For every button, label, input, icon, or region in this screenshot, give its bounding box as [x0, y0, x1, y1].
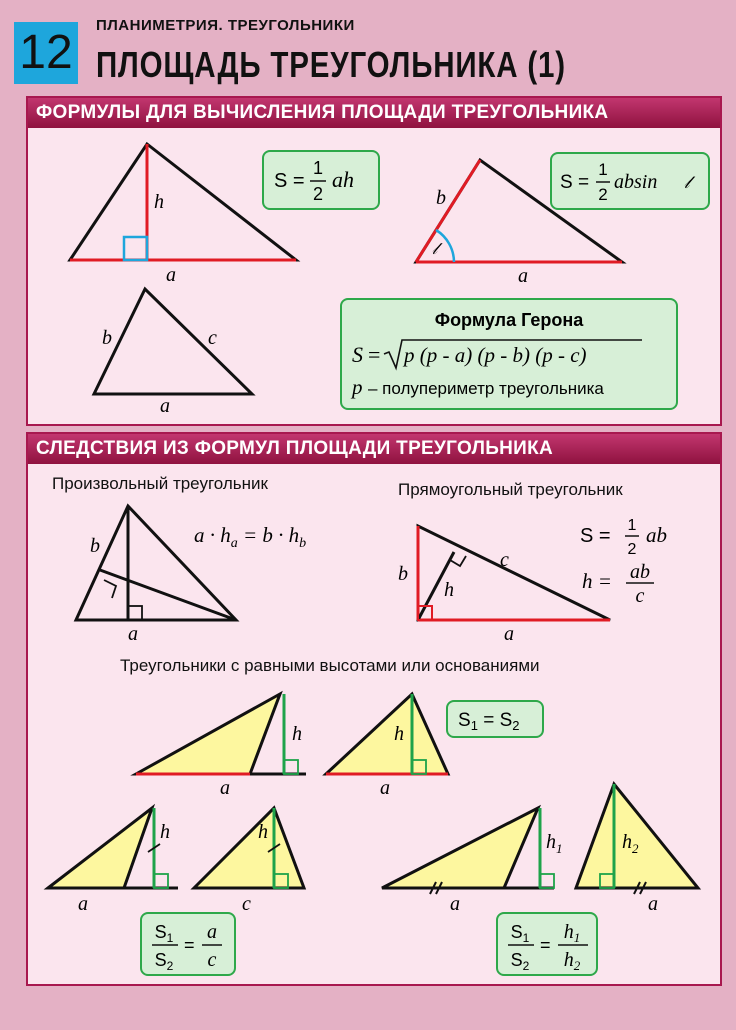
svg-text:S1 = S2: $S_1 = S_2$: [458, 710, 520, 733]
svg-text:b: b: [102, 327, 112, 349]
svg-text:a: a: [450, 893, 460, 914]
svg-text:h1: $h_1$: [563, 921, 581, 945]
page-number-badge: 12: [14, 22, 78, 84]
svg-text:ab: ab: [646, 523, 667, 547]
svg-text:p: p: [352, 375, 363, 399]
svg-text:=: =: [540, 935, 551, 955]
svg-text:a: a: [648, 893, 658, 914]
svg-text:a: a: [504, 623, 514, 644]
arbitrary-heights-formula: [194, 518, 364, 558]
formulas-ribbon: ФОРМУЛЫ ДЛЯ ВЫЧИСЛЕНИЯ ПЛОЩАДИ ТРЕУГОЛЬНИКА: [28, 98, 720, 128]
svg-text:a: a: [220, 777, 230, 798]
svg-text:c: c: [242, 893, 251, 914]
svg-text:S =: S =: [580, 525, 611, 547]
svg-text:a: a: [207, 921, 217, 943]
triangle-heron-diagram: [88, 284, 288, 414]
heron-formula-box: [340, 298, 678, 410]
equal-heights-row2-left-diagram: [42, 802, 322, 914]
svg-text:c: c: [208, 327, 217, 349]
svg-text:S =: S =: [560, 172, 590, 193]
svg-text:=: =: [184, 935, 195, 955]
svg-text:a: a: [160, 395, 170, 414]
label-h: h: [154, 191, 164, 213]
consequences-panel: [26, 432, 722, 986]
svg-text:S =: S =: [274, 170, 305, 192]
svg-text:2: 2: [598, 185, 608, 204]
svg-text:absin: absin: [614, 171, 658, 193]
svg-text:h2: $h_2$: [622, 831, 639, 856]
equal-bases-row3-diagram: [378, 778, 708, 914]
equal-areas-box: [446, 700, 544, 738]
svg-text:ab: ab: [630, 561, 650, 583]
svg-text:b: b: [436, 187, 446, 209]
label-a: a: [166, 264, 176, 286]
svg-text:1: 1: [312, 158, 324, 178]
svg-text:h: h: [292, 723, 302, 745]
svg-text:a: a: [128, 623, 138, 640]
svg-text:h2: $h_2$: [563, 949, 581, 973]
topic-label: ПЛАНИМЕТРИЯ. ТРЕУГОЛЬНИКИ: [96, 17, 355, 34]
formulas-panel: [26, 96, 722, 426]
page-title: ПЛОЩАДЬ ТРЕУГОЛЬНИКА (1): [96, 44, 566, 85]
svg-text:1: 1: [627, 517, 637, 534]
svg-text:S1: $S_1$: [510, 922, 530, 945]
svg-text:h: h: [394, 723, 404, 745]
svg-text:b: b: [398, 563, 408, 585]
arbitrary-caption: Произвольный треугольник: [52, 474, 268, 493]
formula-box-half-ah: [262, 150, 380, 210]
svg-text:S1: $S_1$: [154, 922, 174, 945]
svg-text:1: 1: [598, 160, 608, 179]
svg-text:p (p - a) (p - b) (p - c): p (p - a) (p - b) (p - c): [404, 343, 587, 367]
svg-text:ah: ah: [332, 167, 354, 192]
svg-text:a: a: [518, 265, 528, 287]
svg-text:c: c: [207, 949, 217, 971]
ratio-heights-box: [496, 912, 598, 976]
svg-text:h: h: [258, 821, 268, 843]
svg-text:c: c: [500, 549, 509, 571]
svg-text:a · ha = b · hb: $a \cdot h_a = b \cdot h_b$: [194, 523, 307, 551]
svg-text:=: =: [368, 342, 381, 367]
svg-text:S: S: [352, 342, 363, 367]
svg-text:Формула Герона: Формула Герона: [434, 310, 584, 330]
svg-text:h: h: [160, 821, 170, 843]
svg-text:c: c: [635, 585, 645, 607]
equal-heights-caption: Треугольники с равными высотами или основаниями: [120, 656, 540, 675]
svg-text:b: b: [90, 535, 100, 557]
ratio-sides-box: [140, 912, 236, 976]
formula-box-half-absin: [550, 152, 710, 210]
svg-text:– полупериметр треугольника: – полупериметр треугольника: [368, 379, 604, 398]
right-caption: Прямоугольный треугольник: [398, 480, 623, 499]
svg-text:a: a: [380, 777, 390, 798]
svg-text:h1: $h_1$: [546, 831, 563, 856]
svg-text:𝓁: 𝓁: [432, 241, 438, 258]
svg-text:a: a: [78, 893, 88, 914]
svg-text:2: 2: [312, 184, 324, 204]
right-triangle-formulas: [576, 510, 716, 610]
svg-text:h =: h =: [582, 569, 612, 593]
svg-text:2: 2: [627, 541, 637, 558]
svg-text:h: h: [444, 579, 454, 601]
consequences-ribbon: СЛЕДСТВИЯ ИЗ ФОРМУЛ ПЛОЩАДИ ТРЕУГОЛЬНИКА: [28, 434, 720, 464]
svg-text:S2: $S_2$: [154, 950, 174, 973]
svg-text:𝓁: 𝓁: [684, 173, 690, 192]
svg-text:S2: $S_2$: [510, 950, 530, 973]
